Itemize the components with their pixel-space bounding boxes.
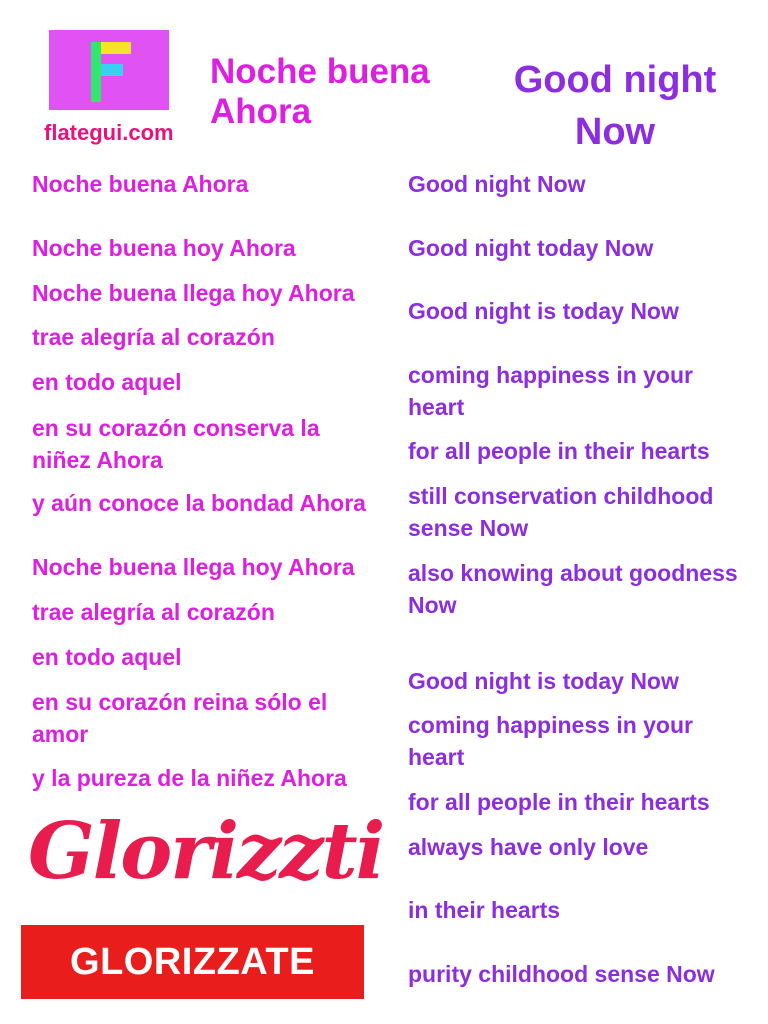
lyric-line: for all people in their hearts: [408, 789, 710, 815]
spanish-title-line: Ahora: [210, 92, 312, 131]
f-letter-icon: [49, 30, 169, 110]
lyric-line: y la pureza de la niñez Ahora: [32, 765, 347, 791]
english-title-line: Good night: [513, 59, 717, 101]
english-title-line: Now: [574, 111, 656, 153]
english-title: [490, 54, 740, 158]
lyric-line: en todo aquel: [32, 369, 182, 395]
lyric-line: purity childhood sense Now: [408, 961, 715, 987]
lyric-line: trae alegría al corazón: [32, 599, 275, 625]
lyric-line: coming happiness in your heart: [408, 362, 693, 420]
lyric-line: still conservation childhood sense Now: [408, 483, 714, 541]
lyric-line: Good night is today Now: [408, 668, 679, 694]
lyric-line: Noche buena Ahora: [32, 171, 249, 197]
spanish-title: [210, 52, 430, 132]
lyric-line: in their hearts: [408, 897, 561, 923]
flategui-logo: [49, 30, 169, 110]
lyric-line: Good night Now: [408, 171, 586, 197]
spanish-title-line: Noche buena: [210, 52, 430, 91]
lyric-line: en su corazón conserva la niñez Ahora: [32, 415, 320, 473]
lyric-line: en su corazón reina sólo el amor: [32, 689, 328, 747]
lyric-line: Noche buena hoy Ahora: [32, 235, 296, 261]
lyric-line: always have only love: [408, 834, 649, 860]
lyric-line: coming happiness in your heart: [408, 712, 693, 770]
lyric-line: Good night is today Now: [408, 298, 679, 324]
lyric-line: for all people in their hearts: [408, 438, 710, 464]
site-name: flategui.com: [44, 120, 174, 145]
glorizzti-script-logo: Glorizzti: [28, 806, 384, 897]
lyric-line: Noche buena llega hoy Ahora: [32, 554, 355, 580]
glorizzate-banner: GLORIZZATE: [21, 925, 364, 999]
lyric-line: y aún conoce la bondad Ahora: [32, 490, 366, 516]
lyric-line: Good night today Now: [408, 235, 654, 261]
lyric-line: Noche buena llega hoy Ahora: [32, 280, 355, 306]
lyric-line: also knowing about goodness Now: [408, 560, 738, 618]
lyric-line: en todo aquel: [32, 644, 182, 670]
lyric-line: trae alegría al corazón: [32, 324, 275, 350]
